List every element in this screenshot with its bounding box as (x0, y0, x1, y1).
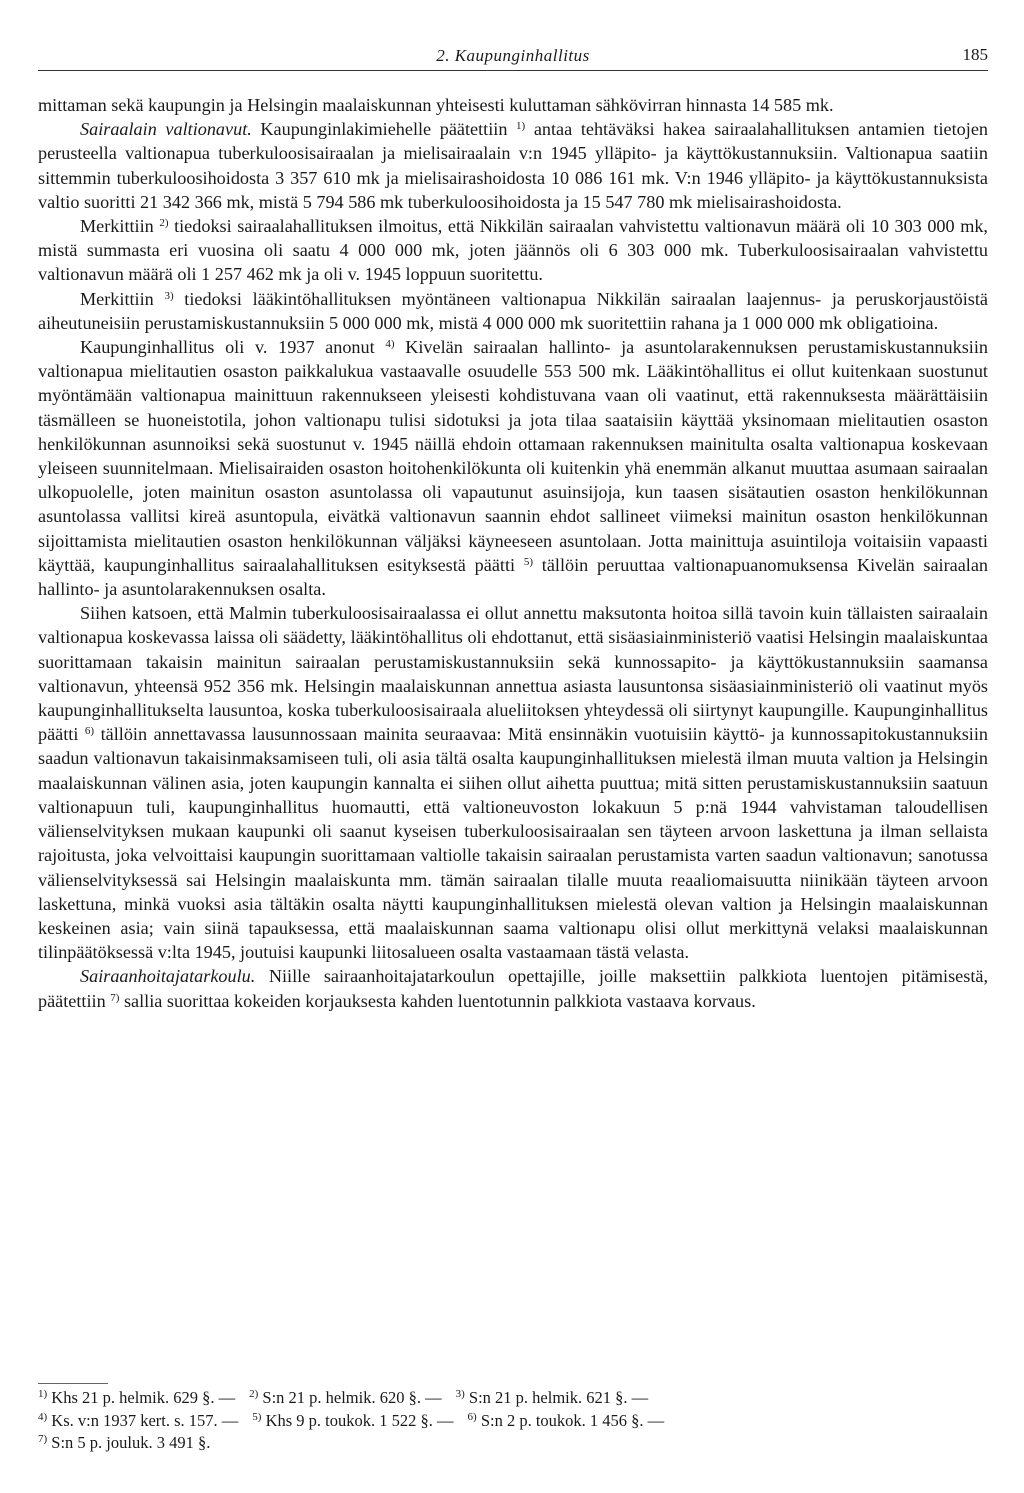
footnote-text: Ks. v:n 1937 kert. s. 157. — (51, 1410, 239, 1430)
paragraph-text: Merkittiin (80, 288, 165, 309)
paragraph (38, 964, 988, 1012)
footnote-marker: 4) (38, 1410, 48, 1423)
footnote-text: S:n 21 p. helmik. 621 §. — (468, 1388, 649, 1407)
footnote-text: Khs 21 p. helmik. 629 §. — (51, 1388, 236, 1407)
paragraph-text: mittaman sekä kaupungin ja Helsingin maalaiskunnan yhteisesti kuluttaman sähkövirran hinnasta 14 585 mk. (38, 95, 834, 115)
footnote-marker: 1) (38, 1388, 48, 1400)
footnote-ref: 7) (110, 991, 120, 1004)
footnote-marker: 3) (455, 1388, 465, 1400)
footnote-text: Khs 9 p. toukok. 1 522 §. — (265, 1410, 454, 1430)
footnote-marker: 2) (249, 1388, 259, 1400)
paragraph-text: Kivelän sairaalan hallinto- ja asuntolarakennuksen perustamiskustannuksiin valtionapua mielitautien osaston paikkalukua vastaavalle osuudelle 553 500 mk. Lääkintöhallitus ei ollut kuitenkaan suostunut myöntämään valtionapua mainittuun rakennukseen yleisesti kohdistuvana vaan oli vaatinut, että rakennuksesta määrättäisiin täsmälleen se huoneistotila, johon valtionapu tulisi sidotuksi ja jota tilaa saataisiin käyttää yksinomaan mielitautien osaston henkilökunnan asunnoiksi sekä suostunut v. 1945 näillä ehdoin ottamaan rakennuksen mainitulta osalta valtionapua koskevaan yleiseen suunnitelmaan. Mielisairaiden osaston hoitohenkilökunta oli kuitenkin yhä enemmän alkanut muuttaa asumaan sairaalan ulkopuolelle, joten mainitun osaston asuntolassa oli vapautunut asuinsijoja, kun taasen sisätautien osaston henkilökunnan asuntolassa vallitsi kireä asuntopula, eivätkä valtionavun saannin ehdot sallineet viimeksi mainitun osaston henkilökunnan sijoittamista mielitautien osaston henkilökunnan väljäksi käyneeseen asuntolaan. Jotta mainittuja asuintiloja voitaisiin vapaasti käyttää, kaupunginhallitus sairaalahallituksen esityksestä päätti (38, 337, 988, 575)
footnote-ref: 6) (84, 725, 95, 738)
running-header (38, 44, 988, 71)
footnote-ref: 2) (159, 217, 169, 230)
section-heading: Sairaalain valtionavut. (80, 119, 252, 140)
footnote-line (38, 1410, 988, 1433)
footnote-text: S:n 5 p. jouluk. 3 491 §. (51, 1433, 211, 1452)
paragraph-text: sallia suorittaa kokeiden korjauksesta kahden luentotunnin palkkiota vastaava korvaus. (119, 990, 756, 1011)
paragraph (38, 287, 988, 335)
paragraph-text: Niille sairaanhoitajatarkoulun opettajille, joille maksettiin palkkiota luentojen pitämisestä, päätettiin (38, 966, 988, 1011)
page-number: 185 (962, 45, 988, 64)
paragraph (38, 601, 988, 964)
paragraph-text: Kaupunginlakimiehelle päätettiin (251, 119, 517, 140)
footnote-marker: 5) (252, 1410, 262, 1423)
footnote-ref: 5) (523, 555, 533, 568)
paragraph-text: tiedoksi lääkintöhallituksen myöntäneen valtionapua Nikkilän sairaalan laajennus- ja peruskorjaustöistä aiheutuneisiin perustamiskustannuksiin 5 000 000 mk, mistä 4 000 000 mk suoritettiin rahana ja 1 000 000 mk obligatioina. (38, 288, 988, 333)
footnote-text: S:n 2 p. toukok. 1 456 §. — (480, 1410, 665, 1430)
paragraph (38, 214, 988, 287)
document-page (38, 0, 988, 1493)
paragraph-text: Siihen katsoen, että Malmin tuberkuloosisairaalassa ei ollut annettu maksutonta hoitoa sillä tavoin kuin tällaisten sairaalain valtionapua koskevassa laissa oli säädetty, lääkintöhallitus oli ehdottanut, että sisäasiainministeriö vaatisi Helsingin maalaiskuntaa suorittamaan takaisin mainitun sairaalan perustamiskustannuksiin sekä kunnossapito- ja käyttökustannuksiin saamansa valtionavun, yhteensä 952 356 mk. Helsingin maalaiskunnan annettua asiasta lausuntonsa sisäasiainministeriö oli vaatinut myös kaupunginhallitukselta lausuntoa, koska tuberkuloosisairaala alueliitoksen yhteydessä oli siirtynyt kaupungille. Kaupunginhallitus päätti (38, 603, 988, 745)
paragraph-text: tällöin peruuttaa valtionapuanomuksensa Kivelän sairaalan hallinto- ja asuntolarakennuksen osalta. (38, 554, 988, 600)
footnote-ref: 1) (516, 120, 526, 133)
footnote-ref: 3) (164, 289, 174, 302)
body-text (38, 93, 988, 1013)
footnote-text: S:n 21 p. helmik. 620 §. — (262, 1388, 442, 1407)
footnote-marker: 7) (38, 1433, 48, 1445)
footnotes (38, 1387, 988, 1455)
paragraph (38, 335, 988, 601)
paragraph-text: tällöin annettavassa lausunnossaan mainita seuraavaa: Mitä ensinnäkin vuotuisiin käyttö- ja kunnossapitokustannuksiin saadun valtionavun takaisinmaksamiseen tuli, oli asia tältä osalta kaupunginhallituksen mielestä ilman muuta valtion ja Helsingin maalaiskunnan välinen asia, joten kaupungin kannalta ei siihen ollut aihetta puuttua; mitä sitten perustamiskustannuksiin saatuun valtionapuun tuli, kaupunginhallitus huomautti, että valtioneuvoston lokakuun 5 p:nä 1944 vahvistaman taloudellisen välienselvityksen mukaan kaupunki oli saanut kyseisen tuberkuloosisairaalan sen täyteen arvoon laskettuna ja ilman sellaista rajoitusta, joka velvoittaisi kaupungin suorittamaan valtiolle takaisin sairaalan perustamista varten saadun valtionavun; sanotussa välienselvityksessä sai Helsingin maalaiskunta mm. tämän sairaalan tilalle muuta reaaliomaisuutta niinikään täyteen arvoon laskettuna, minkä vuoksi asia tältäkin osalta näytti kaupunginhallituksen mielestä olevan valtion ja Helsingin maalaiskunnan keskeinen asia; vain siinä tapauksessa, että maalaiskunnan saama valtionapu olisi ollut merkittynä velaksi maalaiskunnan tilinpäätöksessä v:lta 1945, joutuisi kaupunki liitosalueen osalta vastaamaan tästä velasta. (38, 724, 989, 963)
footnote-separator (38, 1383, 108, 1384)
footnote-ref: 4) (385, 338, 395, 351)
paragraph-text: Kaupunginhallitus oli v. 1937 anonut (80, 337, 386, 358)
section-heading: Sairaanhoitajatarkoulu. (80, 966, 256, 987)
footnote-marker: 6) (467, 1410, 477, 1423)
paragraph (38, 93, 988, 117)
paragraph (38, 117, 988, 214)
paragraph-text: Merkittiin (80, 216, 160, 237)
footnote-line (38, 1432, 988, 1455)
paragraph-text: tiedoksi sairaalahallituksen ilmoitus, että Nikkilän sairaalan vahvistettu valtionavun määrä oli 10 303 000 mk, mistä summasta eri vuosina oli saatu 4 000 000 mk, joten jäännös oli 6 303 000 mk. Tuberkuloosisairaalan vahvistettu valtionavun määrä oli 1 257 462 mk ja oli v. 1945 loppuun suoritettu. (38, 216, 988, 285)
footnote-line (38, 1387, 988, 1410)
paragraph-text: antaa tehtäväksi hakea sairaalahallituksen antamien tietojen perusteella valtionapua tuberkuloosisairaalan ja mielisairaalain v:n 1945 ylläpito- ja käyttökustannuksiin. Valtionapua saatiin sittemmin tuberkuloosihoidosta 3 357 610 mk ja mielisairashoidosta 10 086 161 mk. V:n 1946 ylläpito- ja käyttökustannuksista valtio suoritti 21 342 366 mk, mistä 5 794 586 mk tuberkuloosihoidosta ja 15 547 780 mk mielisairashoidosta. (38, 119, 988, 212)
section-title: 2. Kaupunginhallitus (436, 46, 590, 65)
